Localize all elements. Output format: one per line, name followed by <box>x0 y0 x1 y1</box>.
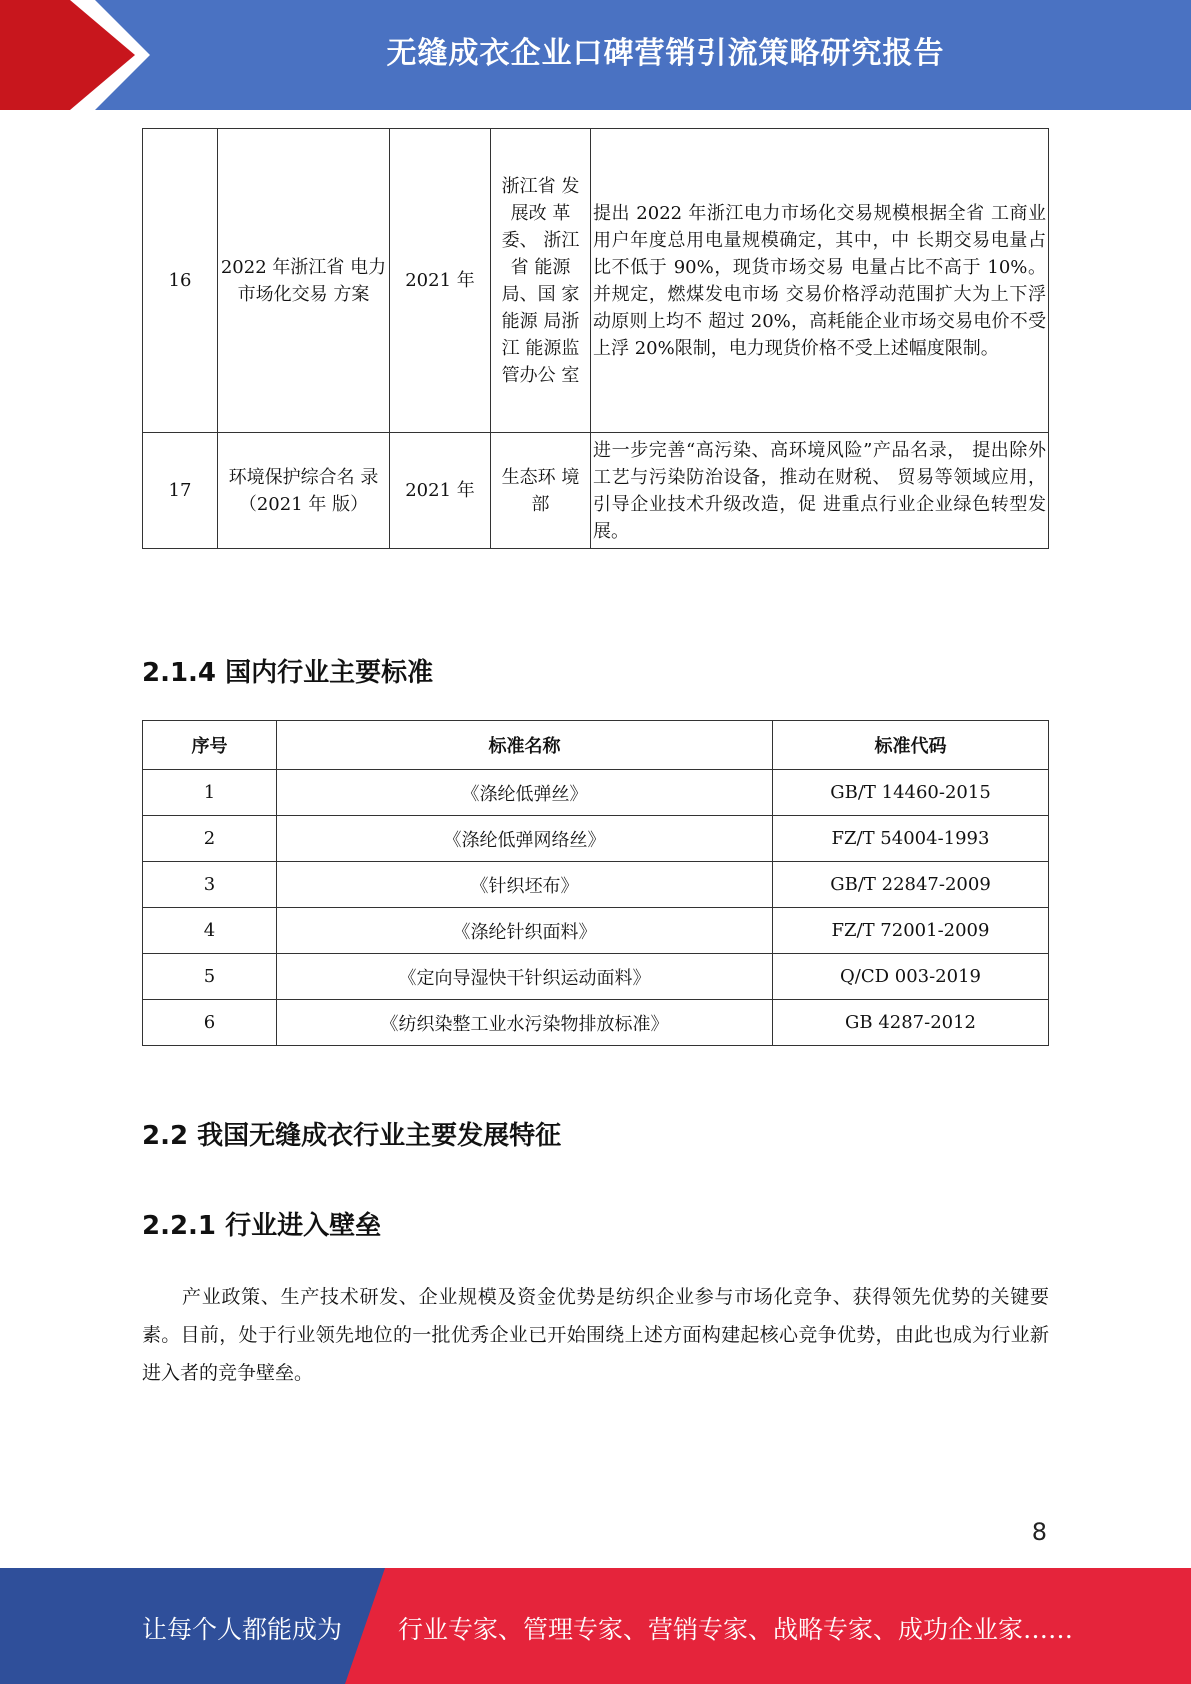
table-row <box>143 954 1049 1000</box>
std-name: 《定向导湿快干针织运动面料》 <box>277 954 773 1000</box>
std-code: GB/T 22847-2009 <box>773 862 1049 908</box>
std-code: GB/T 14460-2015 <box>773 770 1049 816</box>
std-name: 《涤纶低弹丝》 <box>277 770 773 816</box>
std-name: 《涤纶低弹网络丝》 <box>277 816 773 862</box>
policy-year: 2021 年 <box>390 433 491 549</box>
header-banner <box>0 0 1191 110</box>
header-no: 序号 <box>143 721 277 770</box>
policy-name: 环境保护综合名 录（2021 年 版） <box>218 433 390 549</box>
policy-dept: 生态环 境部 <box>491 433 591 549</box>
section-heading-2-2-1: 2.2.1 行业进入壁垒 <box>142 1211 382 1241</box>
table-row <box>143 1000 1049 1046</box>
std-code: FZ/T 72001-2009 <box>773 908 1049 954</box>
standards-table <box>142 720 1049 1046</box>
std-no: 6 <box>143 1000 277 1046</box>
policy-no: 17 <box>143 433 218 549</box>
std-no: 1 <box>143 770 277 816</box>
report-title: 无缝成衣企业口碑营销引流策略研究报告 <box>386 36 945 71</box>
policy-table <box>142 128 1049 549</box>
policy-no: 16 <box>143 129 218 433</box>
table-row <box>143 433 1049 549</box>
table-row <box>143 129 1049 433</box>
std-code: GB 4287-2012 <box>773 1000 1049 1046</box>
std-code: Q/CD 003-2019 <box>773 954 1049 1000</box>
std-code: FZ/T 54004-1993 <box>773 816 1049 862</box>
std-no: 2 <box>143 816 277 862</box>
footer-slogan-left: 让每个人都能成为 <box>142 1615 343 1644</box>
std-name: 《涤纶针织面料》 <box>277 908 773 954</box>
footer-slogan-right: 行业专家、管理专家、营销专家、战略专家、成功企业家…… <box>398 1615 1074 1644</box>
std-no: 5 <box>143 954 277 1000</box>
std-no: 3 <box>143 862 277 908</box>
policy-dept: 浙江省 发展改 革委、 浙江省 能源局、国 家能源 局浙江 能源监 管办公 室 <box>491 129 591 433</box>
policy-year: 2021 年 <box>390 129 491 433</box>
table-header-row <box>143 721 1049 770</box>
table-row <box>143 908 1049 954</box>
table-row <box>143 816 1049 862</box>
std-no: 4 <box>143 908 277 954</box>
body-paragraph: 产业政策、生产技术研发、企业规模及资金优势是纺织企业参与市场化竞争、获得领先优势的关键要素。目前，处于行业领先地位的一批优秀企业已开始围绕上述方面构建起核心竞争优势，由此也成为行业新进入者的竞争壁垒。 <box>142 1286 1049 1384</box>
std-name: 《针织坯布》 <box>277 862 773 908</box>
std-name: 《纺织染整工业水污染物排放标准》 <box>277 1000 773 1046</box>
header-name: 标准名称 <box>277 721 773 770</box>
section-heading-2-2: 2.2 我国无缝成衣行业主要发展特征 <box>142 1121 562 1151</box>
table-row <box>143 862 1049 908</box>
table-row <box>143 770 1049 816</box>
policy-desc: 进一步完善“高污染、高环境风险”产品名录， 提出除外工艺与污染防治设备，推动在财税、 贸易等领域应用，引导企业技术升级改造，促 进重点行业企业绿色转型发展。 <box>591 433 1049 549</box>
header-code: 标准代码 <box>773 721 1049 770</box>
policy-name: 2022 年浙江省 电力市场化交易 方案 <box>218 129 390 433</box>
page-number: 8 <box>1031 1518 1047 1546</box>
footer-banner <box>0 1568 1191 1684</box>
policy-desc: 提出 2022 年浙江电力市场化交易规模根据全省 工商业用户年度总用电量规模确定，其中，中 长期交易电量占比不低于 90%，现货市场交易 电量占比不高于 10%。并规定，燃煤发电市场 交易价格浮动范围扩大为上下浮动原则上均不 超过 20%，高耗能企业市场交易电价不受上浮 20%限制，电力现货价格不受上述幅度限制。 <box>591 129 1049 433</box>
section-heading-2-1-4: 2.1.4 国内行业主要标准 <box>142 658 434 688</box>
